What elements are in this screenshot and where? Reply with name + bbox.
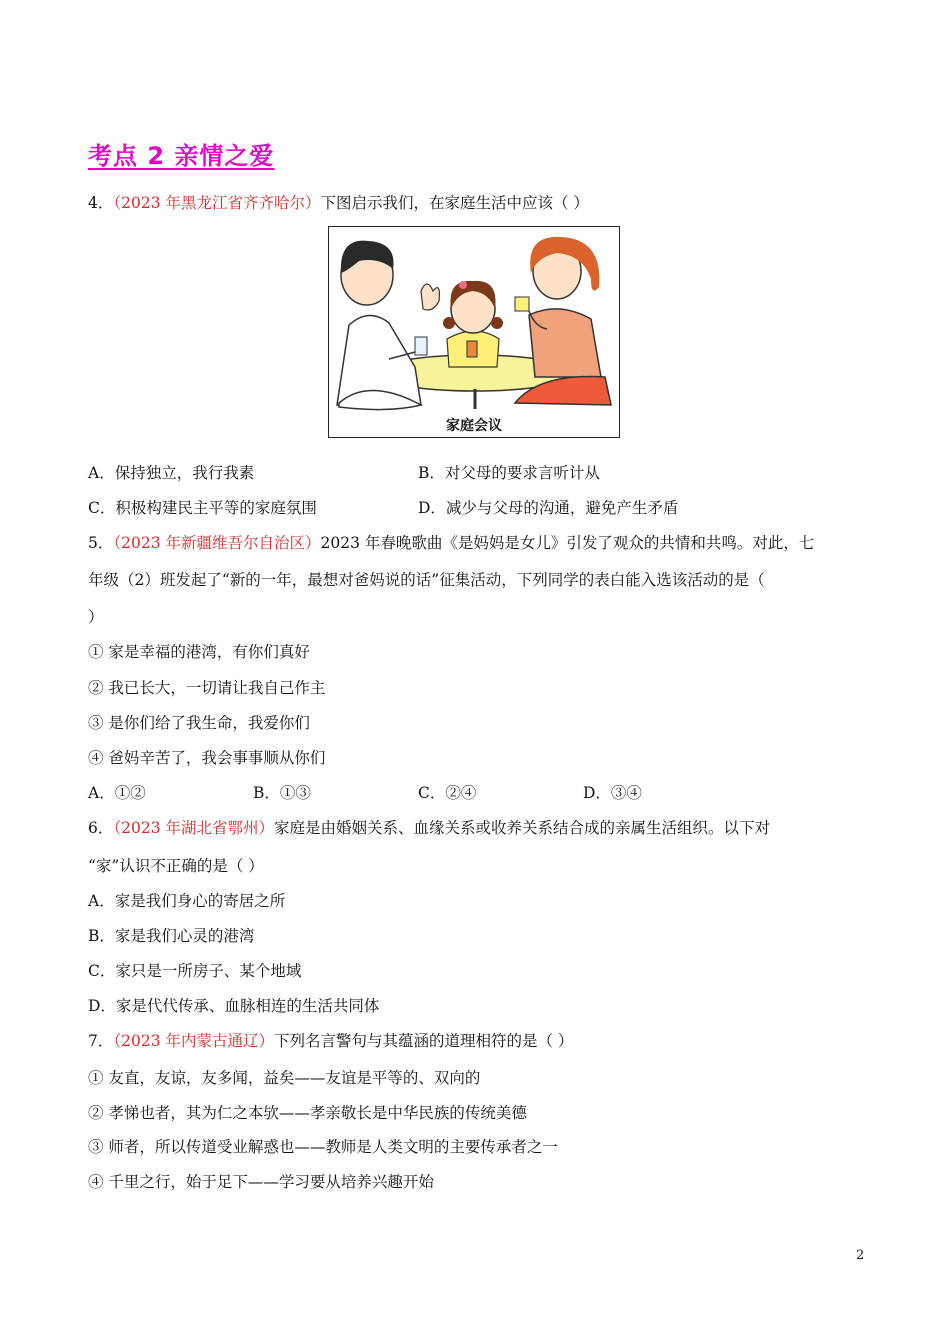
mother-cup: [515, 297, 529, 311]
question-source: （2023 年内蒙古通辽）: [113, 1032, 274, 1050]
q6-option-c: C．家只是一所房子、某个地域: [88, 962, 302, 980]
q4-option-d: D．减少与父母的沟通，避免产生矛盾: [418, 499, 679, 517]
q7-item-2: ② 孝悌也者，其为仁之本欤——孝亲敬长是中华民族的传统美德: [88, 1104, 527, 1122]
question-4-stem: [88, 193, 589, 213]
question-source: （2023 年湖北省鄂州）: [113, 819, 274, 837]
question-5-stem-line-2: 年级（2）班发起了“新的一年，最想对爸妈说的话”征集活动，下列同学的表白能入选该活动的是（: [88, 571, 765, 589]
q4-option-a: A．保持独立，我行我素: [88, 464, 255, 482]
question-text: 2023 年春晚歌曲《是妈妈是女儿》引发了观众的共情和共鸣。对此，七: [320, 534, 815, 552]
father-glass: [415, 337, 427, 355]
family-meeting-illustration: [328, 226, 620, 438]
section-heading: 考点 2 亲情之爱: [88, 142, 275, 170]
q7-item-1: ① 友直，友谅，友多闻，益矣——友谊是平等的、双向的: [88, 1069, 481, 1087]
q5-item-3: ③ 是你们给了我生命，我爱你们: [88, 714, 310, 732]
question-number: 5．: [88, 534, 114, 552]
girl-juice-cup: [467, 341, 477, 357]
girl-hair-bow: [459, 281, 467, 289]
q5-item-1: ① 家是幸福的港湾，有你们真好: [88, 643, 310, 661]
family-meeting-drawing: [329, 227, 619, 437]
question-text: 下列名言警句与其蕴涵的道理相符的是（ ）: [274, 1032, 574, 1050]
q5-item-4: ④ 爸妈辛苦了，我会事事顺从你们: [88, 749, 326, 767]
question-6-stem: [88, 818, 770, 838]
question-number: 6．: [88, 819, 114, 837]
q6-option-d: D．家是代代传承、血脉相连的生活共同体: [88, 997, 380, 1015]
q5-item-2: ② 我已长大，一切请让我自己作主: [88, 679, 326, 697]
q4-option-b: B．对父母的要求言听计从: [418, 464, 600, 482]
q7-item-4: ④ 千里之行，始于足下——学习要从培养兴趣开始: [88, 1173, 434, 1191]
q5-option-c: C．②④: [418, 784, 477, 802]
q5-option-d: D．③④: [583, 784, 642, 802]
question-text: 家庭是由婚姻关系、血缘关系或收养关系结合成的亲属生活组织。以下对: [274, 819, 771, 837]
q7-item-3: ③ 师者，所以传道受业解惑也——教师是人类文明的主要传承者之一: [88, 1138, 558, 1156]
q6-option-a: A．家是我们身心的寄居之所: [88, 892, 286, 910]
q5-option-b: B．①③: [253, 784, 311, 802]
q4-option-c: C．积极构建民主平等的家庭氛围: [88, 499, 317, 517]
question-5-stem: [88, 533, 814, 553]
q5-option-a: A．①②: [88, 784, 146, 802]
father-hand: [421, 284, 439, 310]
question-source: （2023 年黑龙江省齐齐哈尔）: [113, 194, 321, 212]
mother-shirt: [529, 309, 601, 377]
question-source: （2023 年新疆维吾尔自治区）: [113, 534, 321, 552]
question-5-stem-line-3: ）: [88, 608, 104, 626]
question-6-stem-line-2: “家”认识不正确的是（ ）: [88, 857, 264, 875]
page-number: 2: [856, 1248, 865, 1263]
q6-option-b: B．家是我们心灵的港湾: [88, 927, 255, 945]
girl-pigtail-left: [443, 317, 455, 329]
girl-pigtail-right: [491, 317, 503, 329]
question-text: 下图启示我们，在家庭生活中应该（ ）: [320, 194, 589, 212]
question-number: 7．: [88, 1032, 114, 1050]
question-number: 4．: [88, 194, 114, 212]
question-7-stem: [88, 1031, 573, 1051]
figure-caption: 家庭会议: [446, 418, 502, 434]
